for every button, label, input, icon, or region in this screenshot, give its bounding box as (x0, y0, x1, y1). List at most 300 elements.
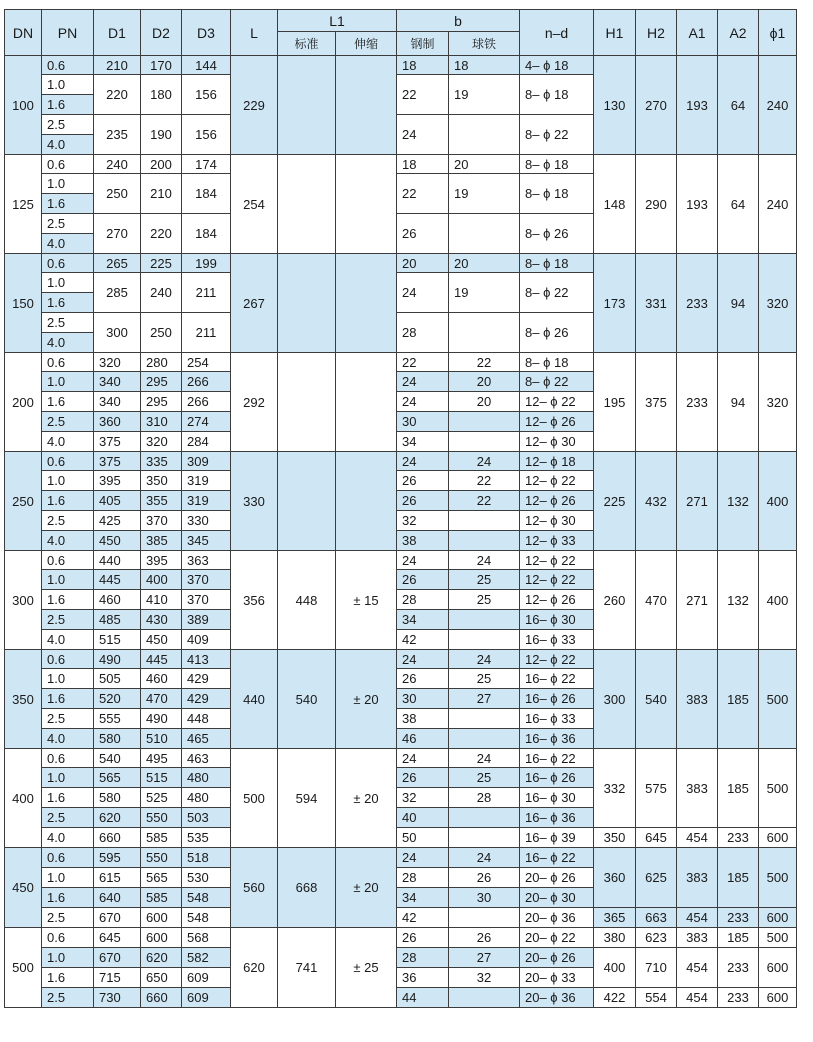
nd-cell: 8– ϕ 22 (520, 115, 594, 155)
pn-cell: 0.6 (42, 452, 94, 471)
table-row (5, 353, 797, 372)
d1-cell: 445 (94, 570, 141, 590)
d2-cell: 225 (141, 254, 182, 273)
pn-cell: 1.6 (42, 590, 94, 610)
d2-cell: 250 (141, 313, 182, 353)
b-steel-cell: 24 (397, 749, 449, 768)
d1-cell: 555 (94, 709, 141, 729)
nd-cell: 8– ϕ 22 (520, 273, 594, 313)
d3-cell: 319 (182, 491, 231, 511)
d1-cell: 360 (94, 412, 141, 432)
d1-cell: 340 (94, 372, 141, 392)
pn-cell: 4.0 (42, 432, 94, 452)
header-l1-standard: 标准 (278, 32, 336, 56)
d2-cell: 200 (141, 155, 182, 174)
l-cell: 292 (231, 353, 278, 452)
h2-cell: 710 (636, 948, 677, 988)
nd-cell: 20– ϕ 36 (520, 908, 594, 928)
dn-cell: 100 (5, 56, 42, 155)
d3-cell: 548 (182, 888, 231, 908)
pn-cell: 4.0 (42, 531, 94, 551)
nd-cell: 16– ϕ 33 (520, 709, 594, 729)
b-steel-cell: 24 (397, 650, 449, 669)
l1-standard-cell: 448 (278, 551, 336, 650)
h2-cell: 432 (636, 452, 677, 551)
l-cell: 440 (231, 650, 278, 749)
nd-cell: 8– ϕ 18 (520, 75, 594, 115)
header-d2: D2 (141, 10, 182, 56)
table-row (5, 452, 797, 471)
table-row (5, 848, 797, 868)
h1-cell: 130 (594, 56, 636, 155)
d3-cell: 156 (182, 115, 231, 155)
d2-cell: 620 (141, 948, 182, 968)
d3-cell: 363 (182, 551, 231, 570)
l1-standard-cell: 540 (278, 650, 336, 749)
table-row (5, 988, 797, 1008)
nd-cell: 20– ϕ 26 (520, 948, 594, 968)
pn-cell: 1.0 (42, 570, 94, 590)
pn-cell: 2.5 (42, 988, 94, 1008)
d1-cell: 620 (94, 808, 141, 828)
h2-cell: 540 (636, 650, 677, 749)
pn-cell: 0.6 (42, 749, 94, 768)
d2-cell: 320 (141, 432, 182, 452)
b-steel-cell: 42 (397, 630, 449, 650)
b-steel-cell: 22 (397, 174, 449, 214)
dn-cell: 300 (5, 551, 42, 650)
l1-expansion-cell: ± 20 (336, 848, 397, 928)
header-b-steel: 钢制 (397, 32, 449, 56)
header-l1-expansion: 伸缩 (336, 32, 397, 56)
a2-cell: 233 (718, 828, 759, 848)
b-iron-cell: 20 (449, 392, 520, 412)
nd-cell: 12– ϕ 26 (520, 491, 594, 511)
h2-cell: 623 (636, 928, 677, 948)
d1-cell: 460 (94, 590, 141, 610)
pn-cell: 0.6 (42, 155, 94, 174)
nd-cell: 12– ϕ 22 (520, 551, 594, 570)
a2-cell: 233 (718, 988, 759, 1008)
b-steel-cell: 44 (397, 988, 449, 1008)
b-steel-cell: 28 (397, 868, 449, 888)
d1-cell: 425 (94, 511, 141, 531)
spec-table (4, 9, 797, 1008)
d3-cell: 503 (182, 808, 231, 828)
nd-cell: 12– ϕ 18 (520, 452, 594, 471)
table-row (5, 650, 797, 669)
b-iron-cell (449, 511, 520, 531)
d3-cell: 582 (182, 948, 231, 968)
b-iron-cell (449, 630, 520, 650)
h1-cell: 365 (594, 908, 636, 928)
d1-cell: 240 (94, 155, 141, 174)
b-iron-cell: 24 (449, 749, 520, 768)
d3-cell: 345 (182, 531, 231, 551)
d3-cell: 429 (182, 669, 231, 689)
a2-cell: 233 (718, 908, 759, 928)
d2-cell: 600 (141, 908, 182, 928)
nd-cell: 20– ϕ 22 (520, 928, 594, 948)
b-iron-cell (449, 531, 520, 551)
b-steel-cell: 28 (397, 313, 449, 353)
b-steel-cell: 42 (397, 908, 449, 928)
b-iron-cell (449, 828, 520, 848)
nd-cell: 8– ϕ 18 (520, 155, 594, 174)
nd-cell: 12– ϕ 30 (520, 432, 594, 452)
b-iron-cell (449, 432, 520, 452)
d2-cell: 510 (141, 729, 182, 749)
d3-cell: 465 (182, 729, 231, 749)
dn-cell: 400 (5, 749, 42, 848)
table-row (5, 749, 797, 768)
nd-cell: 8– ϕ 18 (520, 174, 594, 214)
b-iron-cell: 20 (449, 372, 520, 392)
h1-cell: 225 (594, 452, 636, 551)
pn-cell: 1.6 (42, 689, 94, 709)
a2-cell: 185 (718, 650, 759, 749)
table-body (5, 56, 797, 1008)
nd-cell: 8– ϕ 22 (520, 372, 594, 392)
a2-cell: 185 (718, 848, 759, 908)
d2-cell: 370 (141, 511, 182, 531)
header-dn: DN (5, 10, 42, 56)
nd-cell: 16– ϕ 36 (520, 808, 594, 828)
d2-cell: 650 (141, 968, 182, 988)
pn-cell: 1.6 (42, 194, 94, 214)
h1-cell: 148 (594, 155, 636, 254)
b-steel-cell: 28 (397, 590, 449, 610)
d3-cell: 211 (182, 273, 231, 313)
b-steel-cell: 34 (397, 610, 449, 630)
l1-standard-cell (278, 56, 336, 155)
phi1-cell: 400 (759, 551, 797, 650)
b-iron-cell: 25 (449, 570, 520, 590)
pn-cell: 1.6 (42, 968, 94, 988)
pn-cell: 4.0 (42, 135, 94, 155)
a1-cell: 383 (677, 928, 718, 948)
h1-cell: 332 (594, 749, 636, 828)
d1-cell: 270 (94, 214, 141, 254)
d2-cell: 550 (141, 808, 182, 828)
h1-cell: 260 (594, 551, 636, 650)
pn-cell: 1.0 (42, 174, 94, 194)
nd-cell: 12– ϕ 22 (520, 570, 594, 590)
d1-cell: 595 (94, 848, 141, 868)
b-iron-cell: 28 (449, 788, 520, 808)
pn-cell: 1.0 (42, 669, 94, 689)
pn-cell: 1.0 (42, 75, 94, 95)
b-iron-cell: 22 (449, 471, 520, 491)
d2-cell: 565 (141, 868, 182, 888)
h1-cell: 300 (594, 650, 636, 749)
pn-cell: 1.6 (42, 293, 94, 313)
b-iron-cell (449, 610, 520, 630)
a1-cell: 454 (677, 988, 718, 1008)
dn-cell: 150 (5, 254, 42, 353)
d2-cell: 280 (141, 353, 182, 372)
l-cell: 500 (231, 749, 278, 848)
d3-cell: 266 (182, 392, 231, 412)
phi1-cell: 600 (759, 988, 797, 1008)
b-iron-cell: 26 (449, 928, 520, 948)
b-steel-cell: 30 (397, 412, 449, 432)
d1-cell: 440 (94, 551, 141, 570)
d3-cell: 568 (182, 928, 231, 948)
l1-standard-cell: 668 (278, 848, 336, 928)
pn-cell: 0.6 (42, 650, 94, 669)
nd-cell: 20– ϕ 36 (520, 988, 594, 1008)
d3-cell: 370 (182, 570, 231, 590)
b-iron-cell: 19 (449, 273, 520, 313)
pn-cell: 2.5 (42, 214, 94, 234)
l-cell: 254 (231, 155, 278, 254)
d2-cell: 585 (141, 888, 182, 908)
table-row (5, 948, 797, 968)
h2-cell: 663 (636, 908, 677, 928)
header-a2: A2 (718, 10, 759, 56)
d2-cell: 355 (141, 491, 182, 511)
b-steel-cell: 50 (397, 828, 449, 848)
d3-cell: 156 (182, 75, 231, 115)
a2-cell: 64 (718, 155, 759, 254)
phi1-cell: 500 (759, 928, 797, 948)
d3-cell: 266 (182, 372, 231, 392)
pn-cell: 1.6 (42, 95, 94, 115)
b-iron-cell: 24 (449, 551, 520, 570)
b-steel-cell: 34 (397, 888, 449, 908)
h1-cell: 173 (594, 254, 636, 353)
d1-cell: 375 (94, 432, 141, 452)
b-steel-cell: 40 (397, 808, 449, 828)
a2-cell: 185 (718, 749, 759, 828)
table-header (5, 10, 797, 56)
b-iron-cell (449, 908, 520, 928)
l1-expansion-cell: ± 20 (336, 650, 397, 749)
b-iron-cell: 19 (449, 174, 520, 214)
h1-cell: 195 (594, 353, 636, 452)
d1-cell: 715 (94, 968, 141, 988)
l1-standard-cell: 594 (278, 749, 336, 848)
pn-cell: 0.6 (42, 56, 94, 75)
a2-cell: 64 (718, 56, 759, 155)
d2-cell: 460 (141, 669, 182, 689)
b-steel-cell: 24 (397, 551, 449, 570)
d1-cell: 210 (94, 56, 141, 75)
header-pn: PN (42, 10, 94, 56)
nd-cell: 8– ϕ 18 (520, 353, 594, 372)
d1-cell: 265 (94, 254, 141, 273)
nd-cell: 20– ϕ 30 (520, 888, 594, 908)
b-iron-cell: 25 (449, 669, 520, 689)
h2-cell: 290 (636, 155, 677, 254)
d2-cell: 350 (141, 471, 182, 491)
l1-expansion-cell (336, 452, 397, 551)
d3-cell: 254 (182, 353, 231, 372)
d3-cell: 274 (182, 412, 231, 432)
b-steel-cell: 30 (397, 689, 449, 709)
pn-cell: 0.6 (42, 928, 94, 948)
d1-cell: 375 (94, 452, 141, 471)
l-cell: 620 (231, 928, 278, 1008)
b-steel-cell: 38 (397, 709, 449, 729)
d3-cell: 530 (182, 868, 231, 888)
b-iron-cell (449, 412, 520, 432)
d3-cell: 309 (182, 452, 231, 471)
d1-cell: 645 (94, 928, 141, 948)
d1-cell: 520 (94, 689, 141, 709)
d2-cell: 490 (141, 709, 182, 729)
d2-cell: 170 (141, 56, 182, 75)
nd-cell: 16– ϕ 22 (520, 848, 594, 868)
d3-cell: 413 (182, 650, 231, 669)
phi1-cell: 320 (759, 353, 797, 452)
pn-cell: 1.0 (42, 471, 94, 491)
l-cell: 229 (231, 56, 278, 155)
d3-cell: 330 (182, 511, 231, 531)
phi1-cell: 500 (759, 749, 797, 828)
d3-cell: 609 (182, 988, 231, 1008)
b-iron-cell: 32 (449, 968, 520, 988)
header-h1: H1 (594, 10, 636, 56)
d2-cell: 400 (141, 570, 182, 590)
d3-cell: 535 (182, 828, 231, 848)
d1-cell: 285 (94, 273, 141, 313)
pn-cell: 2.5 (42, 313, 94, 333)
l-cell: 267 (231, 254, 278, 353)
b-iron-cell (449, 214, 520, 254)
spec-table-wrapper (4, 9, 797, 1008)
header-d3: D3 (182, 10, 231, 56)
b-steel-cell: 26 (397, 768, 449, 788)
d3-cell: 409 (182, 630, 231, 650)
nd-cell: 16– ϕ 36 (520, 729, 594, 749)
d3-cell: 480 (182, 788, 231, 808)
nd-cell: 8– ϕ 18 (520, 254, 594, 273)
b-iron-cell (449, 115, 520, 155)
d1-cell: 220 (94, 75, 141, 115)
nd-cell: 12– ϕ 26 (520, 590, 594, 610)
h1-cell: 350 (594, 828, 636, 848)
pn-cell: 1.0 (42, 768, 94, 788)
b-steel-cell: 24 (397, 372, 449, 392)
b-steel-cell: 26 (397, 491, 449, 511)
d1-cell: 580 (94, 729, 141, 749)
b-iron-cell (449, 808, 520, 828)
a1-cell: 383 (677, 650, 718, 749)
a1-cell: 383 (677, 749, 718, 828)
dn-cell: 125 (5, 155, 42, 254)
d2-cell: 470 (141, 689, 182, 709)
dn-cell: 450 (5, 848, 42, 928)
phi1-cell: 400 (759, 452, 797, 551)
phi1-cell: 600 (759, 908, 797, 928)
d2-cell: 335 (141, 452, 182, 471)
d2-cell: 190 (141, 115, 182, 155)
pn-cell: 2.5 (42, 610, 94, 630)
b-steel-cell: 24 (397, 452, 449, 471)
h2-cell: 554 (636, 988, 677, 1008)
pn-cell: 4.0 (42, 729, 94, 749)
d3-cell: 174 (182, 155, 231, 174)
d3-cell: 548 (182, 908, 231, 928)
d2-cell: 220 (141, 214, 182, 254)
b-steel-cell: 22 (397, 353, 449, 372)
b-iron-cell: 20 (449, 254, 520, 273)
nd-cell: 16– ϕ 26 (520, 768, 594, 788)
pn-cell: 2.5 (42, 115, 94, 135)
a1-cell: 193 (677, 155, 718, 254)
dn-cell: 250 (5, 452, 42, 551)
d2-cell: 210 (141, 174, 182, 214)
l1-standard-cell (278, 254, 336, 353)
table-row (5, 551, 797, 570)
nd-cell: 20– ϕ 26 (520, 868, 594, 888)
d3-cell: 144 (182, 56, 231, 75)
b-steel-cell: 18 (397, 56, 449, 75)
table-row (5, 828, 797, 848)
d1-cell: 505 (94, 669, 141, 689)
pn-cell: 1.0 (42, 273, 94, 293)
nd-cell: 16– ϕ 30 (520, 788, 594, 808)
d1-cell: 660 (94, 828, 141, 848)
b-iron-cell: 18 (449, 56, 520, 75)
d3-cell: 480 (182, 768, 231, 788)
d2-cell: 450 (141, 630, 182, 650)
a1-cell: 233 (677, 254, 718, 353)
b-iron-cell: 20 (449, 155, 520, 174)
nd-cell: 12– ϕ 22 (520, 650, 594, 669)
b-steel-cell: 24 (397, 392, 449, 412)
h2-cell: 625 (636, 848, 677, 908)
phi1-cell: 500 (759, 650, 797, 749)
h1-cell: 380 (594, 928, 636, 948)
l1-expansion-cell: ± 15 (336, 551, 397, 650)
d3-cell: 518 (182, 848, 231, 868)
l1-standard-cell (278, 452, 336, 551)
d2-cell: 600 (141, 928, 182, 948)
b-iron-cell: 25 (449, 768, 520, 788)
b-iron-cell (449, 709, 520, 729)
l-cell: 560 (231, 848, 278, 928)
nd-cell: 12– ϕ 26 (520, 412, 594, 432)
d2-cell: 395 (141, 551, 182, 570)
nd-cell: 12– ϕ 22 (520, 392, 594, 412)
d2-cell: 410 (141, 590, 182, 610)
l-cell: 330 (231, 452, 278, 551)
h2-cell: 470 (636, 551, 677, 650)
b-steel-cell: 26 (397, 669, 449, 689)
l1-expansion-cell: ± 20 (336, 749, 397, 848)
l1-expansion-cell (336, 353, 397, 452)
d3-cell: 389 (182, 610, 231, 630)
d3-cell: 211 (182, 313, 231, 353)
b-steel-cell: 18 (397, 155, 449, 174)
a2-cell: 132 (718, 551, 759, 650)
phi1-cell: 240 (759, 155, 797, 254)
d3-cell: 370 (182, 590, 231, 610)
b-iron-cell: 24 (449, 848, 520, 868)
pn-cell: 1.6 (42, 491, 94, 511)
d2-cell: 495 (141, 749, 182, 768)
table-row (5, 928, 797, 948)
a1-cell: 454 (677, 828, 718, 848)
b-steel-cell: 24 (397, 273, 449, 313)
table-row (5, 254, 797, 273)
b-iron-cell: 22 (449, 491, 520, 511)
a1-cell: 454 (677, 948, 718, 988)
table-row (5, 155, 797, 174)
